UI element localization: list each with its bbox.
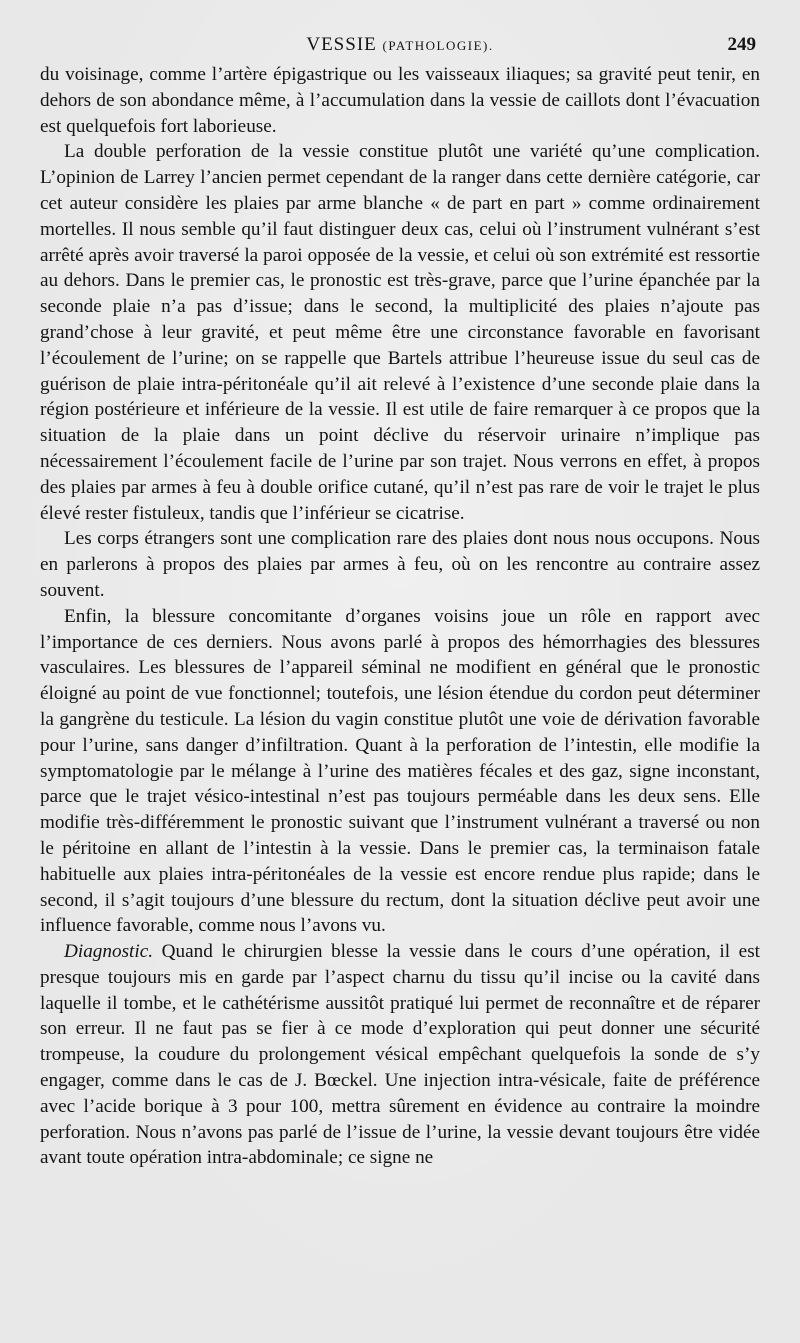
section-label-diagnostic: Diagnostic. <box>64 941 154 963</box>
paragraph-continuation: du voisinage, comme l’artère épigastrique ou les vaisseaux iliaques; sa gravité peut tenir, en dehors de son abondance même, à l’accumulation dans la vessie de caillots dont l’évacuation est quelquefois fort laborieuse. <box>40 64 760 137</box>
page-header <box>44 34 756 60</box>
paragraph-double-perforation: La double perforation de la vessie constitue plutôt une variété qu’une complication. L’opinion de Larrey l’ancien permet cependant de la ranger dans cette dernière catégorie, car cet auteur considère les plaies par arme blanche « de part en part » comme ordinairement mortelles. Il nous semble qu’il faut distinguer deux cas, celui où l’instrument vulnérant s’est arrêté après avoir traversé la paroi opposée de la vessie, et celui où son extrémité est ressortie au dehors. Dans le premier cas, le pronostic est très-grave, parce que l’urine épanchée par la seconde plaie n’a pas d’issue; dans le second, la multiplicité des plaies n’ajoute pas grand’chose à leur gravité, et peut même être une circonstance favorable en favorisant l’écoulement de l’urine; on se rappelle que Bartels attribue l’heureuse issue du seul cas de guérison de plaie intra-péritonéale qu’il ait relevé à l’existence d’une seconde plaie dans la région postérieure et inférieure de la vessie. Il est utile de faire remarquer à ce propos que la situation de la plaie dans un point déclive du réservoir urinaire n’implique pas nécessairement l’écoulement facile de l’urine par son trajet. Nous verrons en effet, à propos des plaies par armes à feu à double orifice cutané, qu’il n’est pas rare de voir le trajet le plus élevé rester fistuleux, tandis que l’inférieur se cicatrise. <box>40 141 760 524</box>
body-text <box>40 62 760 1171</box>
running-head <box>44 34 756 56</box>
paragraph-foreign-bodies: Les corps étrangers sont une complication rare des plaies dont nous nous occupons. Nous en parlerons à propos des plaies par armes à feu, où on les rencontre au contraire assez souvent. <box>40 528 760 601</box>
paragraph-diagnostic <box>40 939 760 1171</box>
paragraph-neighboring-organs: Enfin, la blessure concomitante d’organes voisins joue un rôle en rapport avec l’importance de ces derniers. Nous avons parlé à propos des hémorrhagies des blessures vasculaires. Les blessures de l’appareil séminal ne modifient en général que le pronostic éloigné au point de vue fonctionnel; toutefois, une lésion étendue du cordon peut déterminer la gangrène du testicule. La lésion du vagin constitue plutôt une voie de dérivation favorable pour l’urine, sans danger d’infiltration. Quant à la perforation de l’intestin, elle modifie la symptomatologie par le mélange à l’urine des matières fécales et des gaz, signe inconstant, parce que le trajet vésico-intestinal n’est pas toujours perméable dans les deux sens. Elle modifie très-différemment le pronostic suivant que l’instrument vulnérant a traversé ou non le péritoine en allant de l’intestin à la vessie. Dans le premier cas, la terminaison fatale habituelle aux plaies intra-péritonéales de la vessie est encore rendue plus rapide; dans le second, il s’agit toujours d’une blessure du rectum, dont la situation déclive peut avoir une influence favorable, comme nous l’avons vu. <box>40 605 760 937</box>
running-head-subtitle: (PATHOLOGIE). <box>382 38 494 53</box>
page-number: 249 <box>727 34 756 55</box>
running-head-title: VESSIE <box>306 34 377 55</box>
paragraph-diagnostic-text: Quand le chirurgien blesse la vessie dans le cours d’une opération, il est presque toujours mis en garde par l’aspect charnu du tissu qu’il incise ou la cavité dans laquelle il tombe, et le cathétérisme aussitôt pratiqué lui permet de reconnaître et de réparer son erreur. Il ne faut pas se fier à ce mode d’exploration qui peut donner une sécurité trompeuse, la coudure du prolongement vésical empêchant quelquefois la sonde de s’y engager, comme dans le cas de J. Bœckel. Une injection intra-vésicale, faite de préférence avec l’acide borique à 3 pour 100, mettra sûrement en évidence au contraire la moindre perforation. Nous n’avons pas parlé de l’issue de l’urine, la vessie devant toujours être vidée avant toute opération intra-abdominale; ce signe ne <box>40 941 760 1169</box>
